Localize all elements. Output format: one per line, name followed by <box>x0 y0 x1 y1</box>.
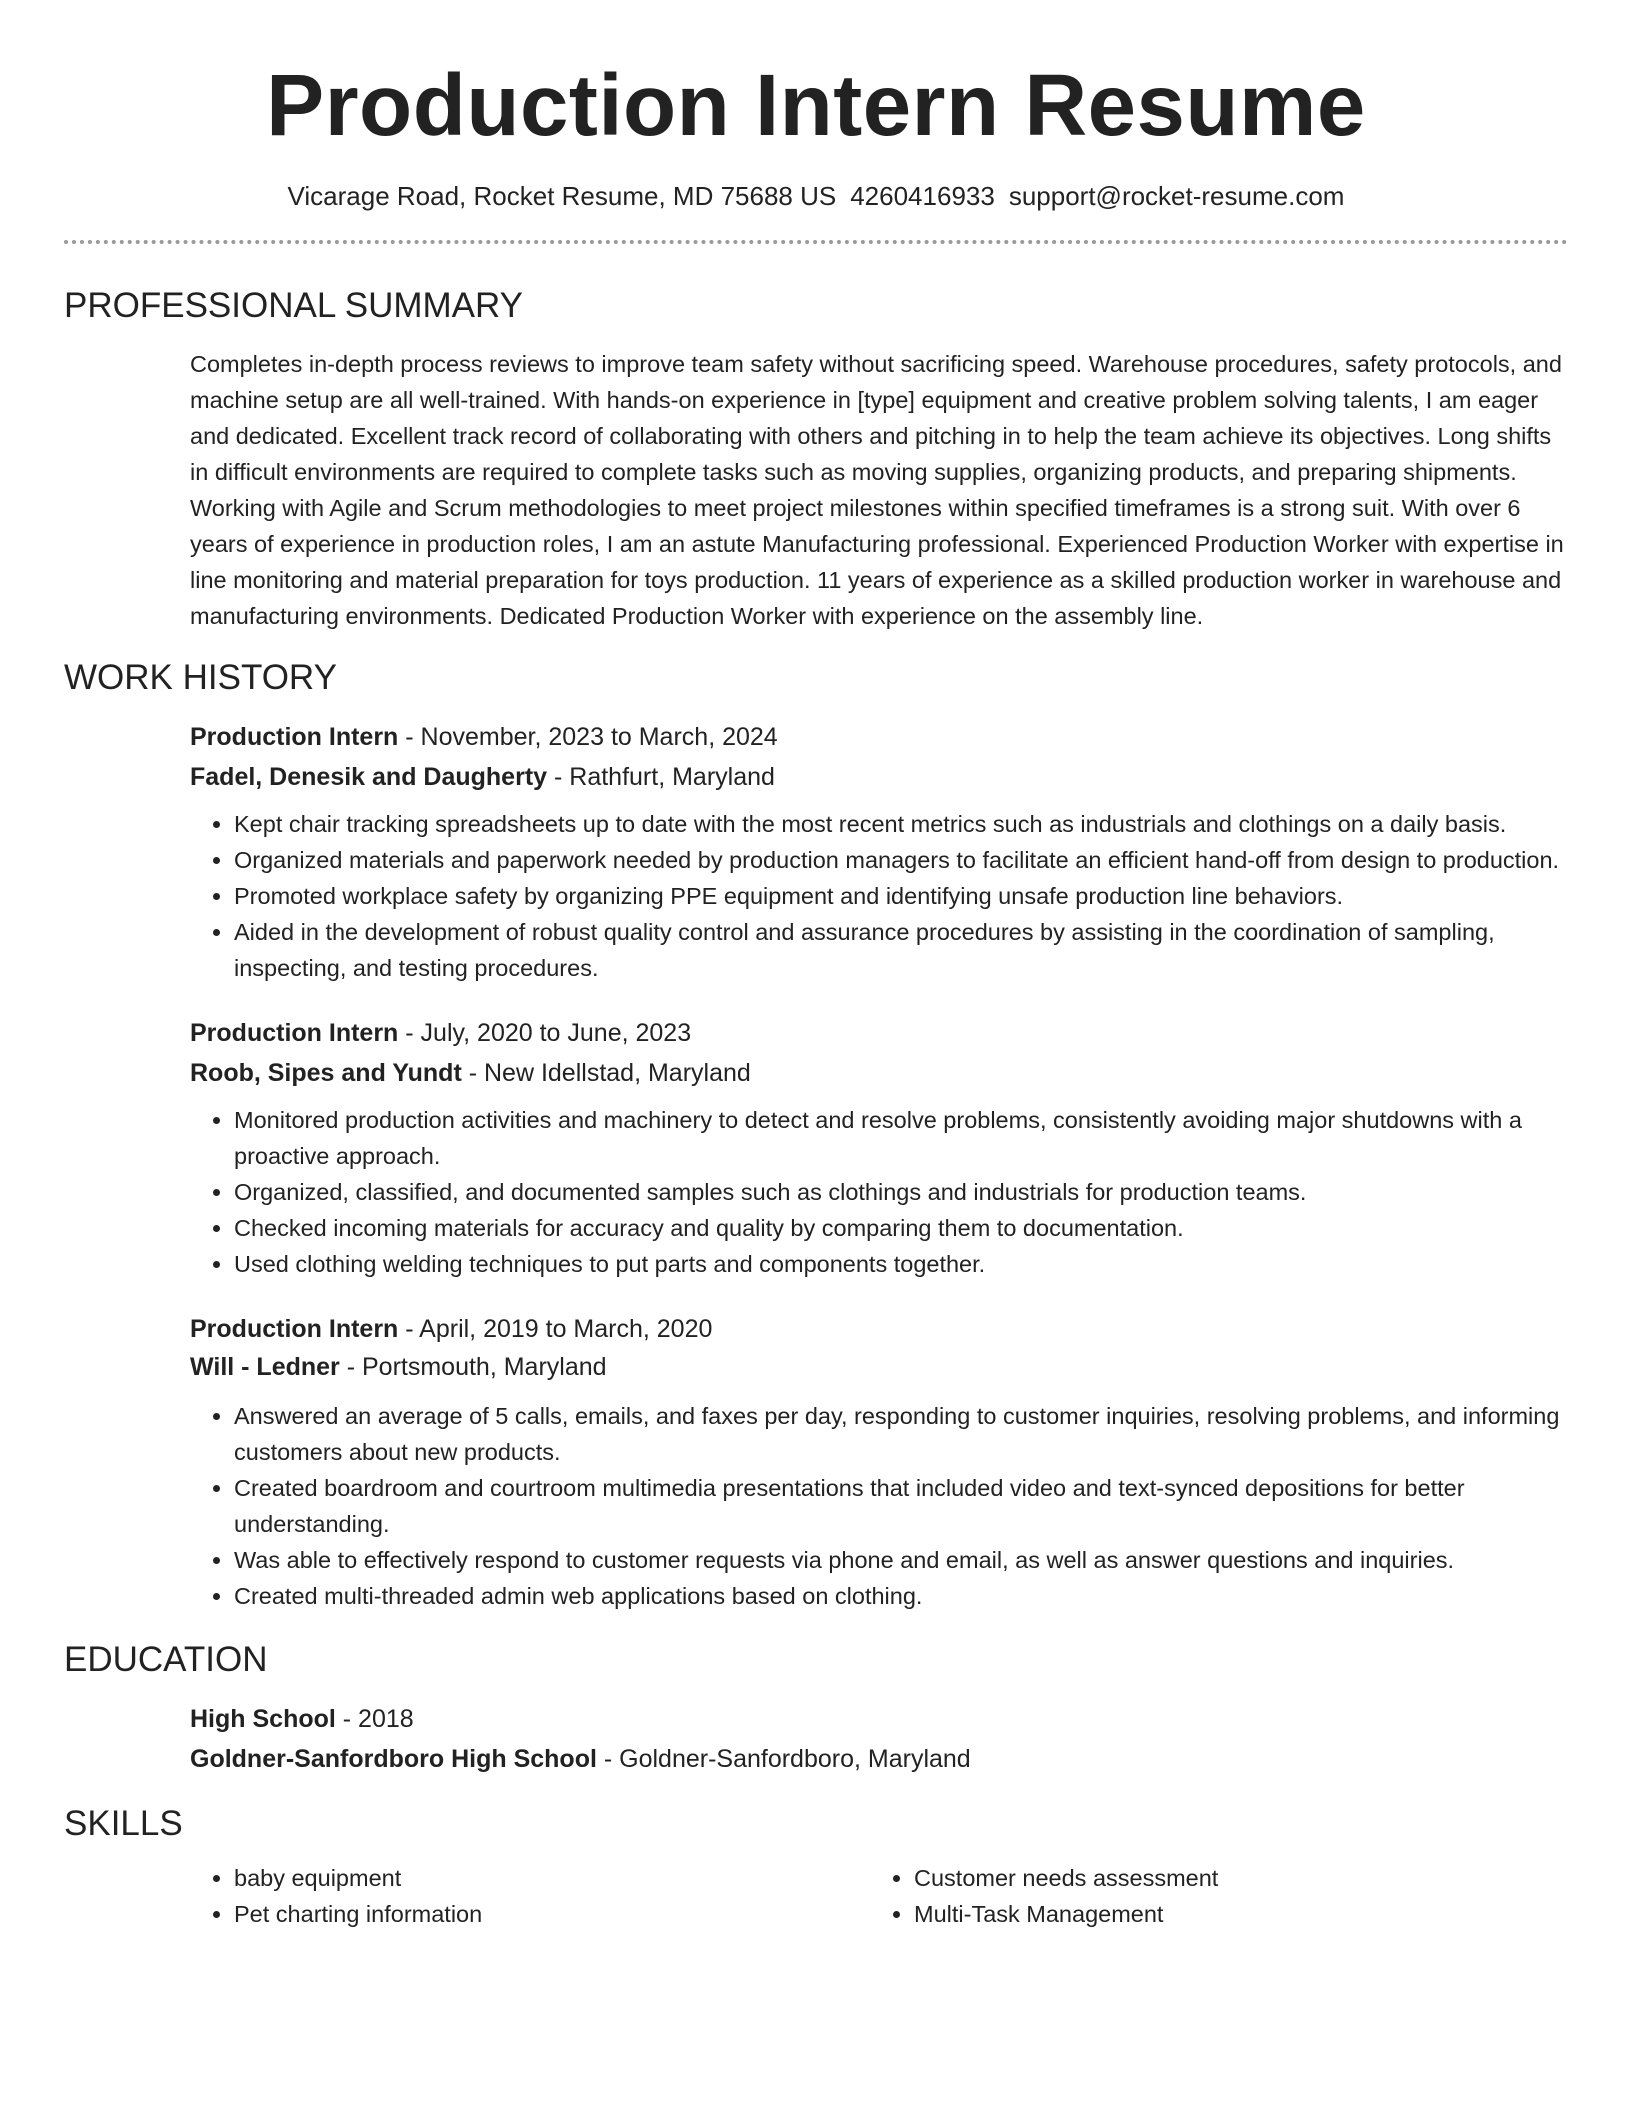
list-item: • Kept chair tracking spreadsheets up to date with the most recent metrics such as industrials and clothings on a daily basis. <box>234 806 1568 842</box>
list-item: • Multi-Task Management <box>914 1896 1550 1932</box>
job-entry-1 <box>190 720 1568 986</box>
job-role: Production Intern <box>190 1019 399 1047</box>
job-location: - New Idellstad, Maryland <box>461 1059 751 1087</box>
summary-text: Completes in-depth process reviews to improve team safety without sacrificing speed. Warehouse procedures, safety protocols, and machine setup are all well-trained. With hands-on experience in [type] equipment and creative problem solving talents, I am eager and dedicated. Excellent track record of collaborating with others and pitching in to help the team achieve its objectives. Long shifts in difficult environments are required to complete tasks such as moving supplies, organizing products, and preparing shipments. Working with Agile and Scrum methodologies to meet project milestones within specified timeframes is a strong suit. With over 6 years of experience in production roles, I am an astute Manufacturing professional. Experienced Production Worker with expertise in line monitoring and material preparation for toys production. 11 years of experience as a skilled production worker in warehouse and manufacturing environments. Dedicated Production Worker with experience on the assembly line. <box>190 351 1564 629</box>
contact-line <box>64 180 1568 212</box>
job-title-line <box>190 720 1568 754</box>
education-school: Goldner-Sanfordboro High School <box>190 1745 597 1773</box>
list-item: • Created multi-threaded admin web applications based on clothing. <box>234 1578 1568 1614</box>
job-bullets <box>190 1102 1568 1282</box>
skills-column-right <box>870 1860 1550 1932</box>
resume-title: Production Intern Resume <box>266 57 1366 154</box>
job-role: Production Intern <box>190 723 399 751</box>
list-item: • Aided in the development of robust quality control and assurance procedures by assisting in the coordination of sampling, inspecting, and testing procedures. <box>234 914 1568 986</box>
job-bullets <box>190 1398 1568 1614</box>
job-location: - Portsmouth, Maryland <box>339 1353 607 1381</box>
list-item: • Pet charting information <box>234 1896 870 1932</box>
education-school-line <box>190 1742 1568 1776</box>
job-company-line <box>190 760 1568 794</box>
job-role: Production Intern <box>190 1315 399 1343</box>
job-title-line <box>190 1016 1568 1050</box>
job-title-line <box>190 1312 1568 1346</box>
list-item: • Created boardroom and courtroom multimedia presentations that included video and text-synced depositions for better understanding. <box>234 1470 1568 1542</box>
list-item: • Promoted workplace safety by organizing PPE equipment and identifying unsafe production line behaviors. <box>234 878 1568 914</box>
education-degree: High School <box>190 1705 336 1733</box>
resume-page <box>64 0 1568 1932</box>
section-title-skills: SKILLS <box>64 1804 183 1843</box>
job-entry-2 <box>190 1016 1568 1282</box>
list-item: • Monitored production activities and machinery to detect and resolve problems, consistently avoiding major shutdowns with a proactive approach. <box>234 1102 1568 1174</box>
job-entry-3 <box>190 1312 1568 1614</box>
education-degree-line <box>190 1702 1568 1736</box>
list-item: • Organized materials and paperwork needed by production managers to facilitate an efficient hand-off from design to production. <box>234 842 1568 878</box>
list-item: • Used clothing welding techniques to put parts and components together. <box>234 1246 1568 1282</box>
list-item: • Organized, classified, and documented samples such as clothings and industrials for production teams. <box>234 1174 1568 1210</box>
list-item: • baby equipment <box>234 1860 870 1896</box>
list-item: • Customer needs assessment <box>914 1860 1550 1896</box>
section-title-education: EDUCATION <box>64 1640 268 1679</box>
section-title-summary: PROFESSIONAL SUMMARY <box>64 286 523 325</box>
job-dates: - April, 2019 to March, 2020 <box>398 1315 713 1343</box>
education-location: - Goldner-Sanfordboro, Maryland <box>596 1745 971 1773</box>
job-bullets <box>190 806 1568 986</box>
list-item: • Checked incoming materials for accuracy and quality by comparing them to documentation. <box>234 1210 1568 1246</box>
job-company: Roob, Sipes and Yundt <box>190 1059 462 1087</box>
contact-phone: 4260416933 <box>850 181 995 211</box>
education-year: - 2018 <box>335 1705 414 1733</box>
job-company-line <box>190 1350 1568 1384</box>
education-entry <box>190 1702 1568 1776</box>
job-company-line <box>190 1056 1568 1090</box>
contact-email: support@rocket-resume.com <box>1008 181 1345 211</box>
list-item: • Answered an average of 5 calls, emails, and faxes per day, responding to customer inquiries, resolving problems, and informing customers about new products. <box>234 1398 1568 1470</box>
job-location: - Rathfurt, Maryland <box>547 763 775 791</box>
section-title-work-history: WORK HISTORY <box>64 658 337 697</box>
list-item: • Was able to effectively respond to customer requests via phone and email, as well as answer questions and inquiries. <box>234 1542 1568 1578</box>
skills-column-left <box>190 1860 870 1932</box>
skills-grid <box>190 1860 1568 1932</box>
job-dates: - July, 2020 to June, 2023 <box>398 1019 692 1047</box>
contact-address: Vicarage Road, Rocket Resume, MD 75688 US <box>287 181 837 211</box>
job-company: Fadel, Denesik and Daugherty <box>190 763 548 791</box>
job-dates: - November, 2023 to March, 2024 <box>398 723 778 751</box>
job-company: Will - Ledner <box>190 1353 340 1381</box>
header-divider <box>64 240 1568 244</box>
